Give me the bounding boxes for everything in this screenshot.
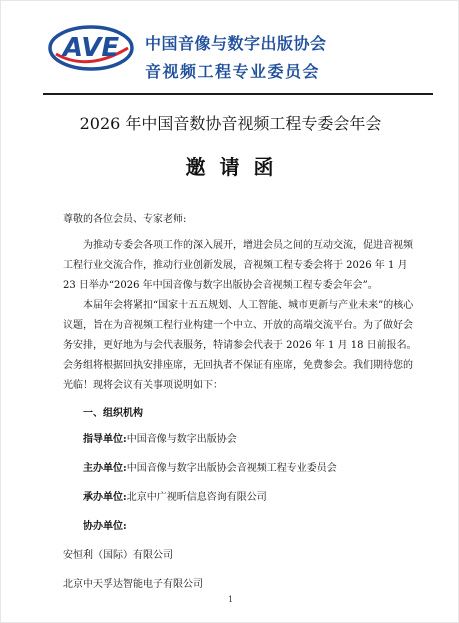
co-organizer-item: 安恒利（国际）有限公司 (63, 550, 173, 561)
org-row-guide (63, 430, 418, 450)
row-label: 指导单位: (83, 434, 127, 445)
org-name: 中国音像与数字出版协会 (145, 34, 327, 53)
row-value: 中国音像与数字出版协会 (126, 434, 237, 445)
org-row-co-organizer (63, 517, 418, 537)
row-label: 承办单位: (83, 492, 127, 503)
paragraph: 本届年会将紧扣“国家十五五规划、人工智能、城市更新与产业未来”的核心议题，旨在为音视频工程行业构建一个中立、开放的高端交流平台。为了做好会务安排，更好地为与会代表服务，特请参会代表于 2026 年 1 月 18 日前报名。会务组将根据回执安排座席，无回执者不保证有座席，免费参会。我们期待您的光临！现将会议有关事项说明如下： (63, 300, 417, 391)
logo-text: AVE (62, 33, 120, 63)
page-number: 1 (227, 595, 234, 604)
row-value: 中国音像与数字出版协会音视频工程专业委员会 (126, 463, 337, 474)
letterhead (1, 1, 459, 97)
ave-logo (48, 24, 134, 72)
org-row-organizer (63, 488, 418, 508)
row-value: 北京中广视昕信息咨询有限公司 (126, 492, 267, 503)
org-row-host (63, 459, 418, 479)
invitation-heading: 邀请函 (185, 155, 288, 179)
document-title: 2026 年中国音数协音视频工程专委会年会 (79, 114, 382, 133)
paragraph: 为推动专委会各项工作的深入展开，增进会员之间的互动交流，促进音视频工程行业交流合作，推动行业创新发展，音视频工程专委会将于 2026 年 1 月23 日举办“2026 年中国音像与数字出版协会音视频工程专委会年会”。 (63, 240, 413, 291)
letter-body (63, 210, 418, 604)
co-organizer-item: 北京中天孚达智能电子有限公司 (63, 579, 203, 590)
section-heading: 一、组织机构 (83, 408, 143, 419)
salutation: 尊敬的各位会员、专家老师: (63, 214, 187, 225)
row-label: 主办单位: (83, 463, 127, 474)
row-label: 协办单位: (83, 521, 127, 532)
header-divider (43, 93, 433, 95)
org-subname: 音视频工程专业委员会 (145, 62, 321, 81)
